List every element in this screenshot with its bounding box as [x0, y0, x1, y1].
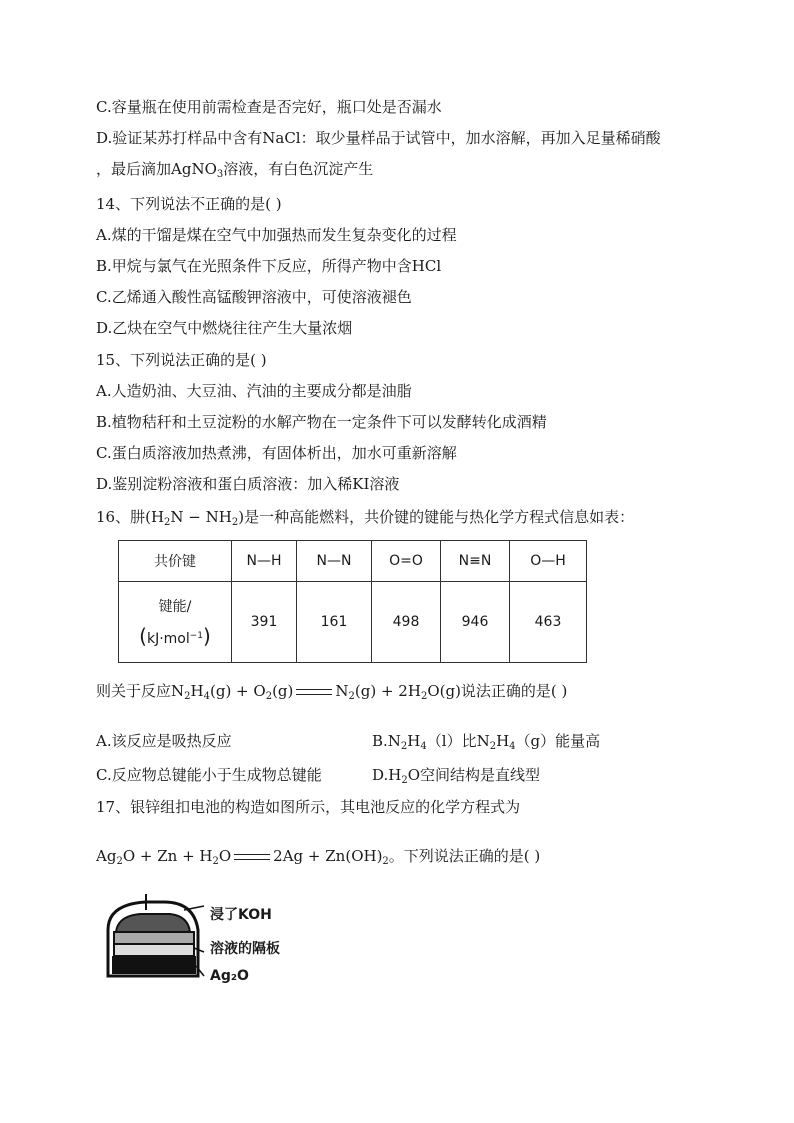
- table-header: O=O: [372, 541, 441, 582]
- q17-equation: $Ag_2O + Zn + H_2O$ $2Ag + Zn(OH)_2$。下列说法正确的是( ): [96, 847, 541, 867]
- figure-label-separator: 溶液的隔板: [210, 941, 280, 957]
- table-header: N—N: [297, 541, 372, 582]
- figure-label-ag2o: Ag₂O: [210, 968, 249, 984]
- table-header: N≡N: [441, 541, 510, 582]
- table-header: N—H: [232, 541, 297, 582]
- q15-option-b: B.植物秸秆和土豆淀粉的水解产物在一定条件下可以发酵转化成酒精: [96, 413, 547, 431]
- q16-stem: 16、肼$(H_2N - NH_2)$是一种高能燃料，共价键的键能与热化学方程式信息如表：: [96, 508, 635, 528]
- q15-option-a: A.人造奶油、大豆油、汽油的主要成分都是油脂: [96, 382, 412, 400]
- q13-option-c: C.容量瓶在使用前需检查是否完好，瓶口处是否漏水: [96, 98, 442, 116]
- figure-label-koh: 浸了KOH: [210, 907, 272, 923]
- q16-option-b: $B.N_2H_4(l)$比$N_2H_4(g)$能量高: [372, 732, 601, 752]
- q13-option-d-line2: ，最后滴加AgNO$_3$溶液，有白色沉淀产生: [96, 160, 374, 180]
- q16-option-a: A.该反应是吸热反应: [96, 732, 232, 750]
- q15-option-d: D.鉴别淀粉溶液和蛋白质溶液：加入稀KI溶液: [96, 475, 400, 493]
- table-cell: 391: [232, 582, 297, 663]
- q14-stem: 14、下列说法不正确的是( ): [96, 195, 282, 213]
- q13-option-d-line1: D.验证某苏打样品中含有NaCl：取少量样品于试管中，加水溶解，再加入足量稀硝酸: [96, 129, 661, 147]
- table-cell: 463: [510, 582, 587, 663]
- q14-option-b: B.甲烷与氯气在光照条件下反应，所得产物中含HCl: [96, 257, 442, 275]
- q16-option-d: $D.H_2O$空间结构是直线型: [372, 766, 541, 786]
- table-header: O—H: [510, 541, 587, 582]
- button-cell-figure: [96, 890, 296, 994]
- q14-option-c: C.乙烯通入酸性高锰酸钾溶液中，可使溶液褪色: [96, 288, 412, 306]
- bond-energy-table: [118, 540, 587, 663]
- table-cell: 161: [297, 582, 372, 663]
- table-cell: 946: [441, 582, 510, 663]
- q14-option-d: D.乙炔在空气中燃烧往往产生大量浓烟: [96, 319, 353, 337]
- q14-option-a: A.煤的干馏是煤在空气中加强热而发生复杂变化的过程: [96, 226, 457, 244]
- table-header: 共价键: [119, 541, 232, 582]
- row-label: 键能/ (kJ·mol$^{-1}$): [119, 582, 232, 663]
- q16-question: 则关于反应$N_2H_4(g) + O_2(g) N_2(g) + 2H_2O(g)$说法正确的是( ): [96, 682, 568, 702]
- q17-stem: 17、银锌组扣电池的构造如图所示，其电池反应的化学方程式为: [96, 798, 521, 816]
- q16-option-c: C.反应物总键能小于生成物总键能: [96, 766, 322, 784]
- table-cell: 498: [372, 582, 441, 663]
- q15-stem: 15、下列说法正确的是( ): [96, 351, 267, 369]
- q15-option-c: C.蛋白质溶液加热煮沸，有固体析出，加水可重新溶解: [96, 444, 457, 462]
